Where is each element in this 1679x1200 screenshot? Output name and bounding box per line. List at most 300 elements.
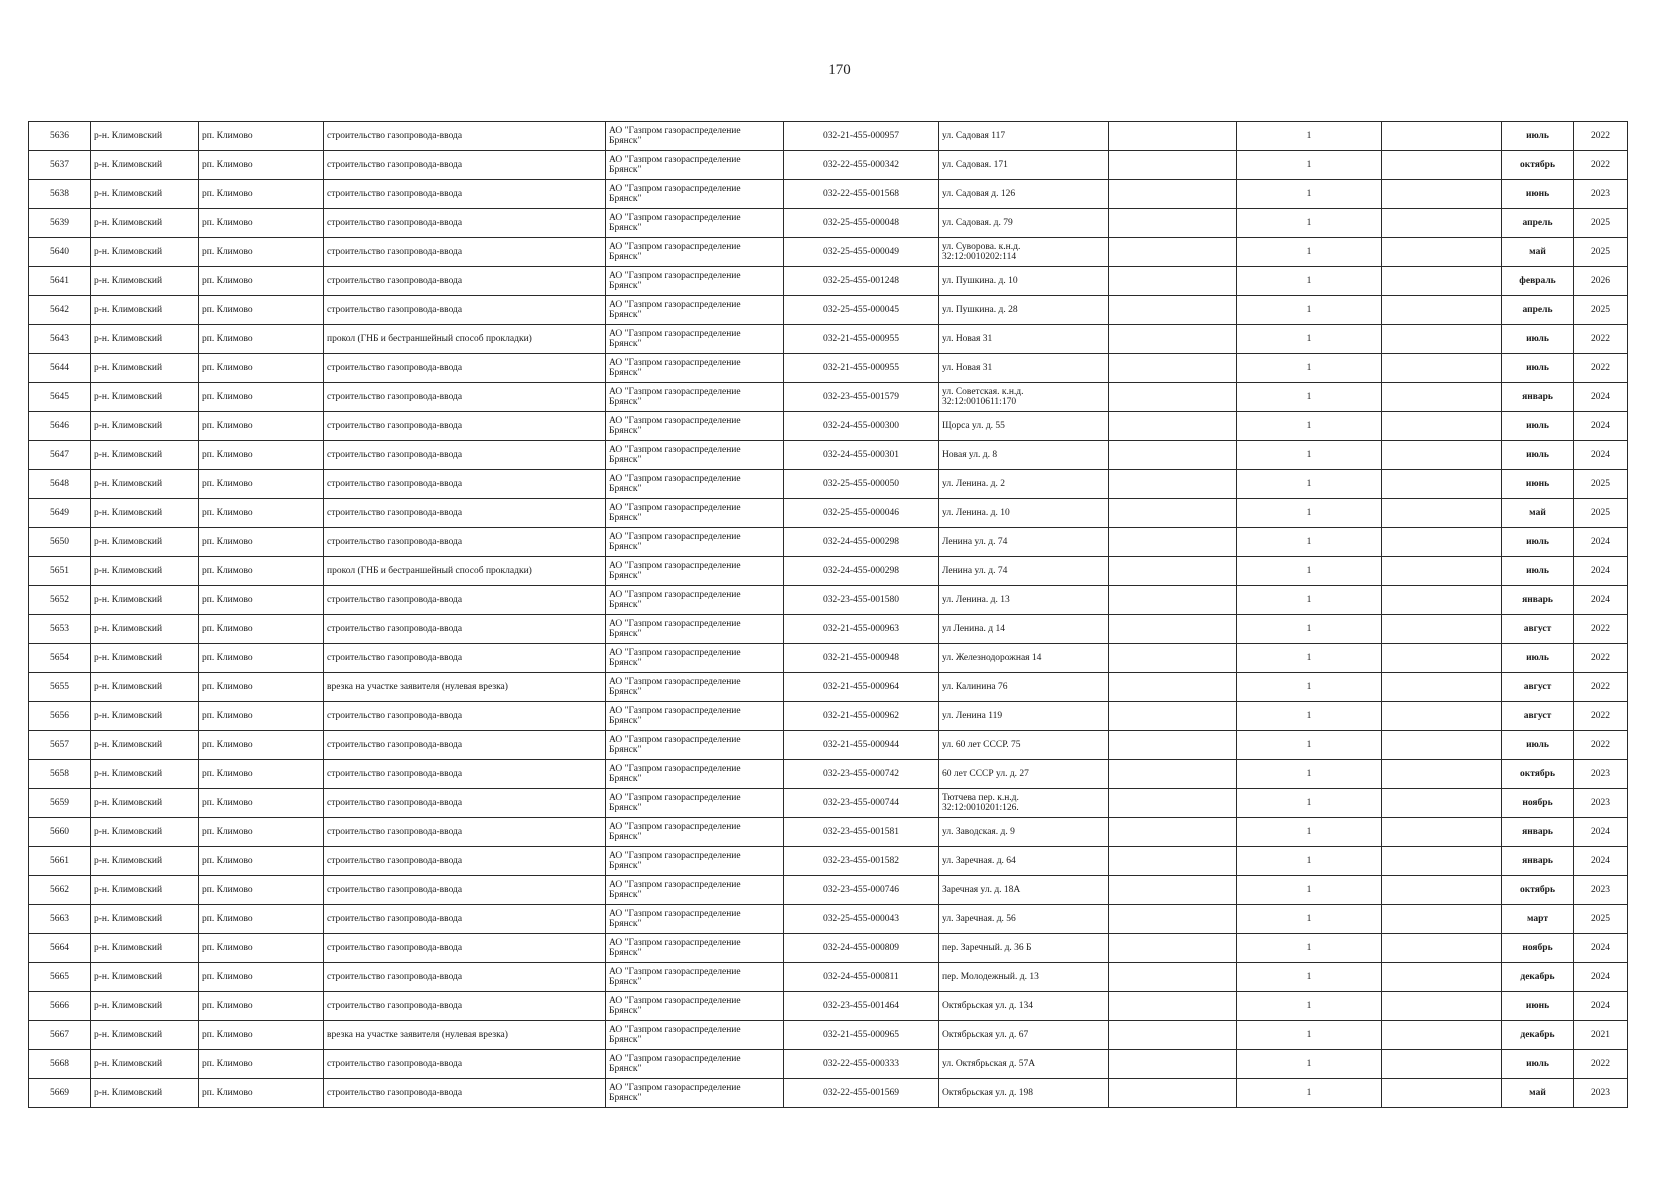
registry-code-cell: 032-25-455-000049 bbox=[784, 238, 939, 267]
address-cell bbox=[939, 441, 1109, 470]
empty-cell bbox=[1109, 441, 1237, 470]
address-line-1: Октябрьская ул. д. 198 bbox=[942, 1088, 1033, 1098]
registry-code-cell: 032-23-455-001580 bbox=[784, 586, 939, 615]
organization-line-2: Брянск" bbox=[609, 658, 642, 668]
district-cell: р-н. Климовский bbox=[91, 412, 199, 441]
quantity-cell: 1 bbox=[1237, 180, 1382, 209]
empty-cell bbox=[1109, 383, 1237, 412]
row-number: 5641 bbox=[29, 267, 91, 296]
organization-line-2: Брянск" bbox=[609, 977, 642, 987]
organization-cell bbox=[606, 615, 784, 644]
organization-cell bbox=[606, 673, 784, 702]
organization-line-2: Брянск" bbox=[609, 861, 642, 871]
registry-code-cell: 032-21-455-000962 bbox=[784, 702, 939, 731]
organization-line-1: АО "Газпром газораспределение bbox=[609, 793, 741, 803]
settlement-cell: рп. Климово bbox=[199, 180, 324, 209]
month-cell: январь bbox=[1502, 847, 1574, 876]
work-type-cell: врезка на участке заявителя (нулевая врезка) bbox=[324, 1021, 606, 1050]
district-cell: р-н. Климовский bbox=[91, 731, 199, 760]
work-type-cell: строительство газопровода-ввода bbox=[324, 847, 606, 876]
empty-cell bbox=[1382, 876, 1502, 905]
month-cell: апрель bbox=[1502, 209, 1574, 238]
quantity-cell: 1 bbox=[1237, 354, 1382, 383]
address-cell bbox=[939, 905, 1109, 934]
address-line-1: ул. Октябрьская д. 57А bbox=[942, 1059, 1036, 1069]
organization-line-1: АО "Газпром газораспределение bbox=[609, 938, 741, 948]
empty-cell bbox=[1109, 528, 1237, 557]
work-type-cell: строительство газопровода-ввода bbox=[324, 963, 606, 992]
month-cell: февраль bbox=[1502, 267, 1574, 296]
row-number: 5668 bbox=[29, 1050, 91, 1079]
district-cell: р-н. Климовский bbox=[91, 934, 199, 963]
address-cell bbox=[939, 528, 1109, 557]
work-type-cell: строительство газопровода-ввода bbox=[324, 615, 606, 644]
work-type-cell: строительство газопровода-ввода bbox=[324, 238, 606, 267]
district-cell: р-н. Климовский bbox=[91, 209, 199, 238]
empty-cell bbox=[1109, 963, 1237, 992]
table-row bbox=[29, 789, 1628, 818]
organization-line-2: Брянск" bbox=[609, 832, 642, 842]
organization-cell bbox=[606, 1050, 784, 1079]
month-cell: август bbox=[1502, 673, 1574, 702]
work-type-cell: строительство газопровода-ввода bbox=[324, 267, 606, 296]
year-cell: 2024 bbox=[1574, 992, 1628, 1021]
address-cell bbox=[939, 702, 1109, 731]
organization-line-2: Брянск" bbox=[609, 919, 642, 929]
row-number: 5663 bbox=[29, 905, 91, 934]
address-line-1: ул. Садовая 117 bbox=[942, 131, 1006, 141]
organization-line-2: Брянск" bbox=[609, 165, 642, 175]
address-line-1: ул. Садовая д. 126 bbox=[942, 189, 1016, 199]
organization-cell bbox=[606, 586, 784, 615]
month-cell: ноябрь bbox=[1502, 934, 1574, 963]
work-type-cell: строительство газопровода-ввода bbox=[324, 586, 606, 615]
organization-cell bbox=[606, 789, 784, 818]
table-row bbox=[29, 383, 1628, 412]
organization-line-1: АО "Газпром газораспределение bbox=[609, 358, 741, 368]
organization-line-1: АО "Газпром газораспределение bbox=[609, 213, 741, 223]
address-cell bbox=[939, 644, 1109, 673]
organization-line-2: Брянск" bbox=[609, 687, 642, 697]
district-cell: р-н. Климовский bbox=[91, 847, 199, 876]
organization-line-2: Брянск" bbox=[609, 223, 642, 233]
month-cell: июль bbox=[1502, 354, 1574, 383]
address-line-1: ул Ленина. д 14 bbox=[942, 624, 1005, 634]
month-cell: октябрь bbox=[1502, 151, 1574, 180]
empty-cell bbox=[1109, 238, 1237, 267]
organization-line-1: АО "Газпром газораспределение bbox=[609, 822, 741, 832]
empty-cell bbox=[1109, 673, 1237, 702]
month-cell: июль bbox=[1502, 441, 1574, 470]
table-row bbox=[29, 412, 1628, 441]
year-cell: 2024 bbox=[1574, 528, 1628, 557]
year-cell: 2024 bbox=[1574, 441, 1628, 470]
table-row bbox=[29, 441, 1628, 470]
year-cell: 2024 bbox=[1574, 963, 1628, 992]
organization-line-1: АО "Газпром газораспределение bbox=[609, 909, 741, 919]
month-cell: июль bbox=[1502, 528, 1574, 557]
empty-cell bbox=[1109, 499, 1237, 528]
quantity-cell: 1 bbox=[1237, 122, 1382, 151]
empty-cell bbox=[1382, 905, 1502, 934]
table-row bbox=[29, 818, 1628, 847]
organization-cell bbox=[606, 267, 784, 296]
organization-line-2: Брянск" bbox=[609, 455, 642, 465]
table-row bbox=[29, 267, 1628, 296]
organization-cell bbox=[606, 934, 784, 963]
month-cell: январь bbox=[1502, 818, 1574, 847]
table-row bbox=[29, 1021, 1628, 1050]
year-cell: 2022 bbox=[1574, 1050, 1628, 1079]
organization-line-1: АО "Газпром газораспределение bbox=[609, 619, 741, 629]
year-cell: 2022 bbox=[1574, 702, 1628, 731]
district-cell: р-н. Климовский bbox=[91, 470, 199, 499]
row-number: 5666 bbox=[29, 992, 91, 1021]
address-line-1: ул. Железнодорожная 14 bbox=[942, 653, 1042, 663]
organization-cell bbox=[606, 760, 784, 789]
empty-cell bbox=[1109, 470, 1237, 499]
table-row bbox=[29, 238, 1628, 267]
year-cell: 2024 bbox=[1574, 847, 1628, 876]
address-cell bbox=[939, 1079, 1109, 1108]
quantity-cell: 1 bbox=[1237, 731, 1382, 760]
address-line-1: Ленина ул. д. 74 bbox=[942, 566, 1008, 576]
registry-code-cell: 032-21-455-000957 bbox=[784, 122, 939, 151]
settlement-cell: рп. Климово bbox=[199, 644, 324, 673]
address-line-1: ул. Заречная. д. 64 bbox=[942, 856, 1016, 866]
address-cell bbox=[939, 963, 1109, 992]
district-cell: р-н. Климовский bbox=[91, 615, 199, 644]
empty-cell bbox=[1382, 789, 1502, 818]
quantity-cell: 1 bbox=[1237, 586, 1382, 615]
address-line-1: пер. Молодежный. д. 13 bbox=[942, 972, 1039, 982]
address-cell bbox=[939, 238, 1109, 267]
address-line-1: Октябрьская ул. д. 134 bbox=[942, 1001, 1033, 1011]
work-type-cell: строительство газопровода-ввода bbox=[324, 180, 606, 209]
address-cell bbox=[939, 122, 1109, 151]
empty-cell bbox=[1382, 673, 1502, 702]
address-cell bbox=[939, 151, 1109, 180]
district-cell: р-н. Климовский bbox=[91, 1021, 199, 1050]
month-cell: май bbox=[1502, 499, 1574, 528]
organization-cell bbox=[606, 731, 784, 760]
organization-line-1: АО "Газпром газораспределение bbox=[609, 677, 741, 687]
organization-cell bbox=[606, 238, 784, 267]
organization-line-1: АО "Газпром газораспределение bbox=[609, 735, 741, 745]
row-number: 5656 bbox=[29, 702, 91, 731]
row-number: 5653 bbox=[29, 615, 91, 644]
organization-line-1: АО "Газпром газораспределение bbox=[609, 416, 741, 426]
empty-cell bbox=[1382, 702, 1502, 731]
year-cell: 2022 bbox=[1574, 151, 1628, 180]
district-cell: р-н. Климовский bbox=[91, 499, 199, 528]
work-type-cell: строительство газопровода-ввода bbox=[324, 644, 606, 673]
month-cell: май bbox=[1502, 1079, 1574, 1108]
table-row bbox=[29, 847, 1628, 876]
organization-line-1: АО "Газпром газораспределение bbox=[609, 1083, 741, 1093]
table-row bbox=[29, 354, 1628, 383]
registry-code-cell: 032-25-455-000045 bbox=[784, 296, 939, 325]
row-number: 5639 bbox=[29, 209, 91, 238]
organization-line-2: Брянск" bbox=[609, 774, 642, 784]
table-row bbox=[29, 151, 1628, 180]
empty-cell bbox=[1382, 847, 1502, 876]
settlement-cell: рп. Климово bbox=[199, 412, 324, 441]
table-row bbox=[29, 470, 1628, 499]
empty-cell bbox=[1109, 876, 1237, 905]
table-row bbox=[29, 180, 1628, 209]
month-cell: август bbox=[1502, 702, 1574, 731]
empty-cell bbox=[1382, 151, 1502, 180]
empty-cell bbox=[1382, 731, 1502, 760]
organization-cell bbox=[606, 122, 784, 151]
organization-cell bbox=[606, 1079, 784, 1108]
settlement-cell: рп. Климово bbox=[199, 441, 324, 470]
address-line-1: ул. Новая 31 bbox=[942, 334, 993, 344]
row-number: 5659 bbox=[29, 789, 91, 818]
organization-line-2: Брянск" bbox=[609, 513, 642, 523]
year-cell: 2023 bbox=[1574, 1079, 1628, 1108]
organization-line-2: Брянск" bbox=[609, 571, 642, 581]
settlement-cell: рп. Климово bbox=[199, 383, 324, 412]
empty-cell bbox=[1382, 1021, 1502, 1050]
empty-cell bbox=[1382, 818, 1502, 847]
settlement-cell: рп. Климово bbox=[199, 528, 324, 557]
empty-cell bbox=[1382, 122, 1502, 151]
district-cell: р-н. Климовский bbox=[91, 528, 199, 557]
organization-cell bbox=[606, 644, 784, 673]
month-cell: июнь bbox=[1502, 180, 1574, 209]
organization-line-2: Брянск" bbox=[609, 745, 642, 755]
empty-cell bbox=[1109, 1050, 1237, 1079]
quantity-cell: 1 bbox=[1237, 847, 1382, 876]
quantity-cell: 1 bbox=[1237, 905, 1382, 934]
organization-line-1: АО "Газпром газораспределение bbox=[609, 996, 741, 1006]
settlement-cell: рп. Климово bbox=[199, 731, 324, 760]
quantity-cell: 1 bbox=[1237, 499, 1382, 528]
organization-line-1: АО "Газпром газораспределение bbox=[609, 387, 741, 397]
organization-cell bbox=[606, 992, 784, 1021]
organization-line-2: Брянск" bbox=[609, 194, 642, 204]
organization-cell bbox=[606, 528, 784, 557]
district-cell: р-н. Климовский bbox=[91, 325, 199, 354]
empty-cell bbox=[1109, 702, 1237, 731]
table-row bbox=[29, 325, 1628, 354]
empty-cell bbox=[1109, 412, 1237, 441]
year-cell: 2025 bbox=[1574, 905, 1628, 934]
address-line-1: ул. Заводская. д. 9 bbox=[942, 827, 1015, 837]
month-cell: май bbox=[1502, 238, 1574, 267]
address-cell bbox=[939, 325, 1109, 354]
organization-line-2: Брянск" bbox=[609, 600, 642, 610]
empty-cell bbox=[1109, 1079, 1237, 1108]
district-cell: р-н. Климовский bbox=[91, 992, 199, 1021]
address-line-1: Новая ул. д. 8 bbox=[942, 450, 998, 460]
row-number: 5667 bbox=[29, 1021, 91, 1050]
row-number: 5651 bbox=[29, 557, 91, 586]
empty-cell bbox=[1109, 325, 1237, 354]
work-type-cell: прокол (ГНБ и бестраншейный способ прокладки) bbox=[324, 557, 606, 586]
quantity-cell: 1 bbox=[1237, 789, 1382, 818]
organization-line-2: Брянск" bbox=[609, 1093, 642, 1103]
organization-line-2: Брянск" bbox=[609, 484, 642, 494]
row-number: 5642 bbox=[29, 296, 91, 325]
year-cell: 2025 bbox=[1574, 470, 1628, 499]
organization-line-2: Брянск" bbox=[609, 803, 642, 813]
organization-cell bbox=[606, 905, 784, 934]
row-number: 5650 bbox=[29, 528, 91, 557]
organization-line-1: АО "Газпром газораспределение bbox=[609, 155, 741, 165]
table-row bbox=[29, 644, 1628, 673]
organization-cell bbox=[606, 296, 784, 325]
year-cell: 2021 bbox=[1574, 1021, 1628, 1050]
year-cell: 2022 bbox=[1574, 731, 1628, 760]
month-cell: октябрь bbox=[1502, 760, 1574, 789]
quantity-cell: 1 bbox=[1237, 238, 1382, 267]
settlement-cell: рп. Климово bbox=[199, 296, 324, 325]
address-line-1: ул. Ленина. д. 13 bbox=[942, 595, 1010, 605]
address-line-1: ул. Ленина. д. 2 bbox=[942, 479, 1005, 489]
year-cell: 2022 bbox=[1574, 644, 1628, 673]
organization-line-2: Брянск" bbox=[609, 339, 642, 349]
table-row bbox=[29, 992, 1628, 1021]
address-line-1: ул. 60 лет СССР. 75 bbox=[942, 740, 1021, 750]
organization-line-2: Брянск" bbox=[609, 310, 642, 320]
district-cell: р-н. Климовский bbox=[91, 267, 199, 296]
settlement-cell: рп. Климово bbox=[199, 963, 324, 992]
quantity-cell: 1 bbox=[1237, 1050, 1382, 1079]
month-cell: июль bbox=[1502, 325, 1574, 354]
organization-cell bbox=[606, 499, 784, 528]
address-cell bbox=[939, 818, 1109, 847]
row-number: 5637 bbox=[29, 151, 91, 180]
work-type-cell: строительство газопровода-ввода bbox=[324, 209, 606, 238]
settlement-cell: рп. Климово bbox=[199, 760, 324, 789]
table-row bbox=[29, 702, 1628, 731]
row-number: 5665 bbox=[29, 963, 91, 992]
organization-cell bbox=[606, 557, 784, 586]
year-cell: 2023 bbox=[1574, 876, 1628, 905]
empty-cell bbox=[1382, 992, 1502, 1021]
month-cell: июль bbox=[1502, 1050, 1574, 1079]
organization-line-2: Брянск" bbox=[609, 716, 642, 726]
address-line-1: Ленина ул. д. 74 bbox=[942, 537, 1008, 547]
address-line-1: ул. Новая 31 bbox=[942, 363, 993, 373]
table-row bbox=[29, 209, 1628, 238]
registry-code-cell: 032-21-455-000963 bbox=[784, 615, 939, 644]
row-number: 5669 bbox=[29, 1079, 91, 1108]
registry-code-cell: 032-23-455-001582 bbox=[784, 847, 939, 876]
quantity-cell: 1 bbox=[1237, 383, 1382, 412]
district-cell: р-н. Климовский bbox=[91, 876, 199, 905]
month-cell: апрель bbox=[1502, 296, 1574, 325]
settlement-cell: рп. Климово bbox=[199, 470, 324, 499]
year-cell: 2023 bbox=[1574, 180, 1628, 209]
table-row bbox=[29, 905, 1628, 934]
organization-cell bbox=[606, 470, 784, 499]
row-number: 5664 bbox=[29, 934, 91, 963]
settlement-cell: рп. Климово bbox=[199, 876, 324, 905]
empty-cell bbox=[1109, 731, 1237, 760]
address-cell bbox=[939, 354, 1109, 383]
address-cell bbox=[939, 383, 1109, 412]
month-cell: июль bbox=[1502, 731, 1574, 760]
table-row bbox=[29, 499, 1628, 528]
organization-cell bbox=[606, 702, 784, 731]
empty-cell bbox=[1382, 267, 1502, 296]
work-type-cell: строительство газопровода-ввода bbox=[324, 992, 606, 1021]
table-row bbox=[29, 876, 1628, 905]
registry-code-cell: 032-22-455-000342 bbox=[784, 151, 939, 180]
settlement-cell: рп. Климово bbox=[199, 934, 324, 963]
work-type-cell: строительство газопровода-ввода bbox=[324, 151, 606, 180]
registry-code-cell: 032-25-455-000043 bbox=[784, 905, 939, 934]
empty-cell bbox=[1109, 122, 1237, 151]
address-cell bbox=[939, 673, 1109, 702]
organization-line-1: АО "Газпром газораспределение bbox=[609, 532, 741, 542]
organization-line-2: Брянск" bbox=[609, 252, 642, 262]
work-type-cell: строительство газопровода-ввода bbox=[324, 789, 606, 818]
district-cell: р-н. Климовский bbox=[91, 441, 199, 470]
settlement-cell: рп. Климово bbox=[199, 1079, 324, 1108]
organization-line-1: АО "Газпром газораспределение bbox=[609, 126, 741, 136]
address-cell bbox=[939, 296, 1109, 325]
address-line-1: ул. Пушкина. д. 28 bbox=[942, 305, 1018, 315]
registry-code-cell: 032-22-455-001569 bbox=[784, 1079, 939, 1108]
row-number: 5644 bbox=[29, 354, 91, 383]
address-cell bbox=[939, 876, 1109, 905]
empty-cell bbox=[1109, 209, 1237, 238]
year-cell: 2023 bbox=[1574, 760, 1628, 789]
registry-code-cell: 032-23-455-001579 bbox=[784, 383, 939, 412]
empty-cell bbox=[1109, 847, 1237, 876]
work-type-cell: строительство газопровода-ввода bbox=[324, 412, 606, 441]
organization-cell bbox=[606, 180, 784, 209]
quantity-cell: 1 bbox=[1237, 818, 1382, 847]
registry-code-cell: 032-21-455-000955 bbox=[784, 354, 939, 383]
empty-cell bbox=[1382, 412, 1502, 441]
address-line-1: ул. Калинина 76 bbox=[942, 682, 1008, 692]
registry-code-cell: 032-25-455-001248 bbox=[784, 267, 939, 296]
month-cell: июнь bbox=[1502, 470, 1574, 499]
registry-code-cell: 032-21-455-000955 bbox=[784, 325, 939, 354]
quantity-cell: 1 bbox=[1237, 412, 1382, 441]
address-cell bbox=[939, 180, 1109, 209]
empty-cell bbox=[1382, 238, 1502, 267]
address-line-1: Октябрьская ул. д. 67 bbox=[942, 1030, 1029, 1040]
row-number: 5636 bbox=[29, 122, 91, 151]
empty-cell bbox=[1382, 963, 1502, 992]
row-number: 5657 bbox=[29, 731, 91, 760]
empty-cell bbox=[1382, 644, 1502, 673]
organization-line-1: АО "Газпром газораспределение bbox=[609, 1054, 741, 1064]
quantity-cell: 1 bbox=[1237, 296, 1382, 325]
table-row bbox=[29, 615, 1628, 644]
work-type-cell: строительство газопровода-ввода bbox=[324, 354, 606, 383]
registry-code-cell: 032-25-455-000048 bbox=[784, 209, 939, 238]
year-cell: 2024 bbox=[1574, 412, 1628, 441]
organization-line-2: Брянск" bbox=[609, 890, 642, 900]
month-cell: июль bbox=[1502, 412, 1574, 441]
registry-code-cell: 032-24-455-000811 bbox=[784, 963, 939, 992]
empty-cell bbox=[1109, 934, 1237, 963]
organization-line-1: АО "Газпром газораспределение bbox=[609, 300, 741, 310]
work-type-cell: строительство газопровода-ввода bbox=[324, 702, 606, 731]
settlement-cell: рп. Климово bbox=[199, 354, 324, 383]
empty-cell bbox=[1109, 760, 1237, 789]
month-cell: январь bbox=[1502, 586, 1574, 615]
registry-code-cell: 032-23-455-000742 bbox=[784, 760, 939, 789]
